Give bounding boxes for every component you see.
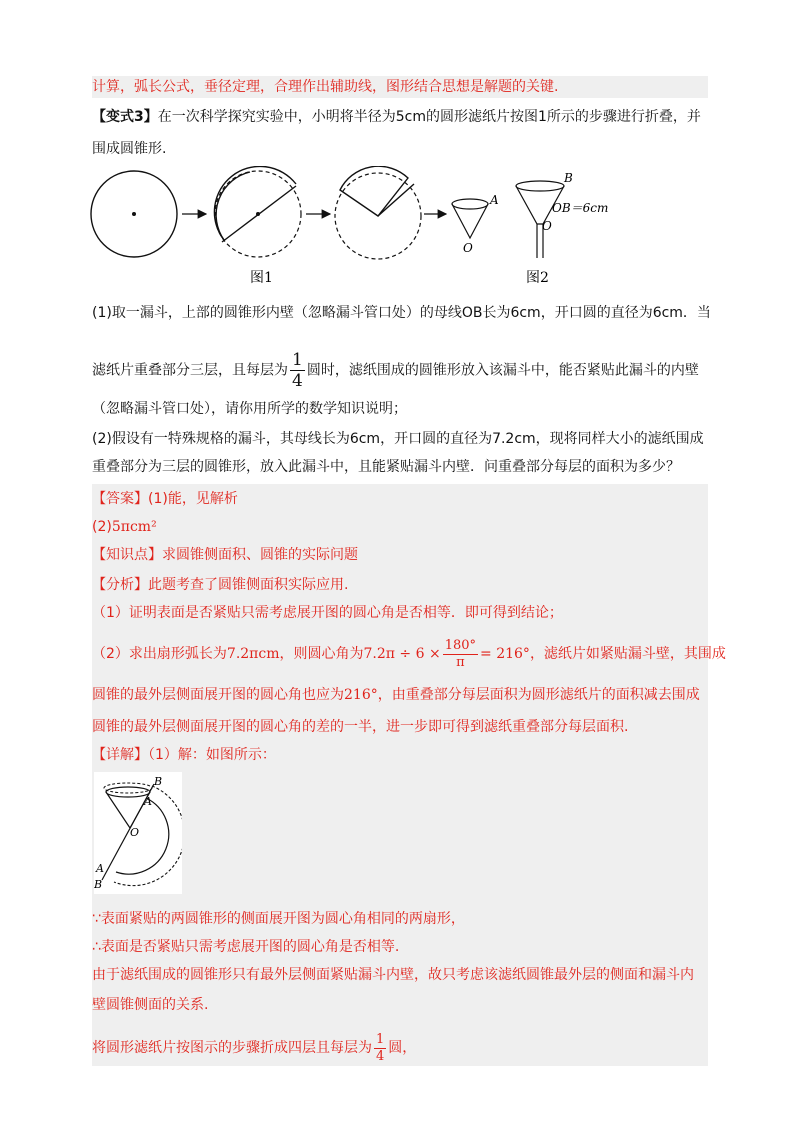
cone-label-o: O bbox=[463, 241, 473, 255]
detail-tag: 【详解】 bbox=[92, 747, 148, 763]
detail-5 bbox=[92, 1028, 416, 1068]
fig1-caption: 图1 bbox=[250, 270, 273, 286]
fig3-label-b-top: B bbox=[154, 775, 163, 788]
detail-5-pre: 将圆形滤纸片按图示的步骤折成四层且每层为 bbox=[92, 1040, 372, 1056]
folding-figure bbox=[90, 166, 650, 290]
fraction-denominator: 4 bbox=[292, 371, 303, 391]
answer-tag: 【答案】 bbox=[92, 491, 148, 507]
detail-2: ∴表面是否紧贴只需考虑展开图的圆心角是否相等. bbox=[92, 939, 400, 955]
q2-line-2: 重叠部分为三层的圆锥形，放入此漏斗中，且能紧贴漏斗内壁．问重叠部分每层的面积为多少？ bbox=[92, 459, 680, 475]
q2-line-1: (2)假设有一特殊规格的漏斗，其母线长为6cm，开口圆的直径为7.2cm，现将同样大小的滤纸围成 bbox=[92, 431, 704, 447]
quarter-fraction bbox=[290, 350, 305, 391]
detail-fraction bbox=[374, 1032, 386, 1065]
detail-5-post: 圆， bbox=[388, 1040, 417, 1056]
angle-fraction-num: 180° bbox=[444, 637, 477, 653]
angle-fraction bbox=[443, 638, 478, 671]
knowledge-line bbox=[92, 544, 358, 566]
funnel-label-o: O bbox=[542, 219, 552, 233]
angle-result: = 216° bbox=[480, 646, 530, 662]
fig3-label-a-bot: A bbox=[96, 862, 104, 875]
problem-tag: 【变式3】 bbox=[92, 109, 158, 125]
knowledge-tag: 【知识点】 bbox=[92, 547, 162, 563]
analysis-3 bbox=[92, 684, 700, 706]
detail-fraction-num: 1 bbox=[376, 1031, 385, 1047]
q1-line-2 bbox=[92, 350, 699, 391]
funnel-rim bbox=[516, 181, 564, 191]
arc-length-math: 7.2πcm bbox=[226, 646, 280, 662]
unfold-figure bbox=[94, 772, 182, 894]
analysis-3-pre: 圆锥的最外层侧面展开图的圆心角也应为 bbox=[92, 687, 344, 703]
quarter-edge bbox=[378, 184, 414, 216]
detail-3: 由于滤纸围成的圆锥形只有最外层侧面紧贴漏斗内壁，故只考虑该滤纸圆锥最外层的侧面和漏斗内 bbox=[92, 967, 694, 983]
q1-line-3: （忽略漏斗管口处），请你用所学的数学知识说明； bbox=[92, 401, 407, 417]
fig3-label-o: O bbox=[130, 826, 140, 839]
detail-text: （1）解：如图所示： bbox=[148, 747, 276, 763]
analysis-2-mid: ，则圆心角为 bbox=[279, 646, 364, 662]
problem-line-1 bbox=[92, 106, 701, 128]
analysis-3-post: ，由重叠部分每层面积为圆形滤纸片的面积减去围成 bbox=[377, 687, 700, 703]
detail-1: ∵表面紧贴的两圆锥形的侧面展开图为圆心角相同的两扇形， bbox=[92, 911, 465, 927]
cone-rim bbox=[452, 199, 488, 209]
q1-text-post: 圆时，滤纸围成的圆锥形放入该漏斗中，能否紧贴此漏斗的内壁 bbox=[306, 362, 699, 379]
folded-half-front bbox=[216, 172, 250, 240]
fig3-label-a-top: A bbox=[144, 795, 152, 808]
analysis-4: 圆锥的最外层侧面展开图的圆心角的差的一半，进一步即可得到滤纸重叠部分每层面积. bbox=[92, 719, 629, 735]
circle2-center-dot bbox=[256, 212, 260, 216]
detail-fraction-den: 4 bbox=[376, 1048, 385, 1064]
analysis-2 bbox=[92, 636, 726, 672]
cone-label-a: A bbox=[490, 193, 499, 207]
analysis-text: 此题考查了圆锥侧面积实际应用. bbox=[148, 577, 349, 593]
detail-4: 壁圆锥侧面的关系. bbox=[92, 997, 209, 1013]
angle-fraction-den: π bbox=[456, 654, 465, 670]
problem-line-2: 围成圆锥形. bbox=[92, 141, 167, 157]
fig3-label-b-bot: B bbox=[94, 878, 103, 891]
answer-2-math: 5πcm² bbox=[111, 519, 157, 535]
analysis-1: （1）证明表面是否紧贴只需考虑展开图的圆心角是否相等．即可得到结论； bbox=[92, 605, 563, 621]
knowledge-text: 求圆锥侧面积、圆锥的实际问题 bbox=[162, 547, 358, 563]
circle-center-dot bbox=[132, 212, 136, 216]
analysis-tag: 【分析】 bbox=[92, 577, 148, 593]
analysis-2-post: ，滤纸片如紧贴漏斗壁，其围成 bbox=[529, 646, 726, 662]
answer-2-pre: (2) bbox=[92, 519, 112, 535]
funnel-label-b: B bbox=[564, 171, 573, 185]
detail-line bbox=[92, 744, 276, 766]
analysis-2-pre: （2）求出扇形弧长为 bbox=[92, 646, 227, 662]
angle-216: 216° bbox=[344, 687, 378, 703]
answer-1: (1)能，见解析 bbox=[148, 491, 238, 507]
answer-2 bbox=[92, 516, 157, 538]
answer-line bbox=[92, 488, 238, 510]
folded-half bbox=[214, 166, 296, 240]
q1-line-1: (1)取一漏斗，上部的圆锥形内壁（忽略漏斗管口处）的母线OB长为6cm，开口圆的直径为6cm．当 bbox=[92, 305, 711, 321]
fig2-caption: 图2 bbox=[526, 270, 549, 286]
angle-expr: 7.2π ÷ 6 × bbox=[363, 646, 441, 662]
fraction-numerator: 1 bbox=[292, 350, 303, 370]
funnel-label-eq: OB＝6cm bbox=[552, 201, 609, 215]
q1-text-pre: 滤纸片重叠部分三层，且每层为 bbox=[92, 362, 288, 379]
analysis-line bbox=[92, 574, 348, 596]
top-line: 计算，弧长公式，垂径定理，合理作出辅助线，图形结合思想是解题的关键. bbox=[92, 79, 559, 95]
problem-text-1: 在一次科学探究实验中，小明将半径为5cm的圆形滤纸片按图1所示的步骤进行折叠，并 bbox=[157, 109, 701, 125]
